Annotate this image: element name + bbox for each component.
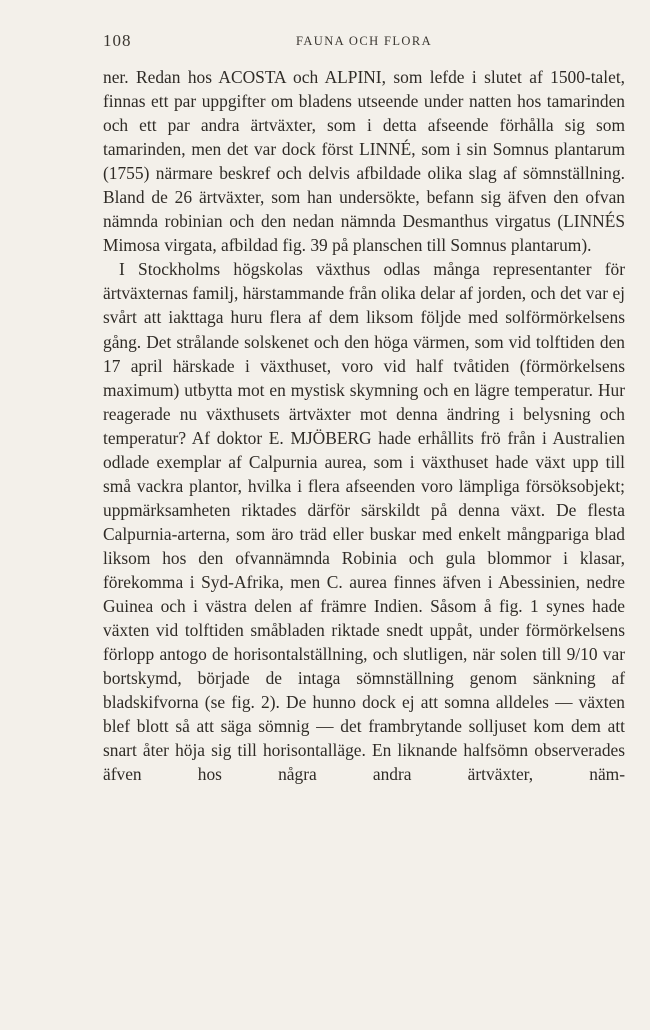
page-number: 108 bbox=[103, 31, 132, 50]
paragraph: I Stockholms högskolas växthus odlas många representanter för ärtväxternas familj, härstammande från olika delar af jorden, och det var ej svårt att iakttaga huru flera af dem liksom följde med solförmörkelsens gång. Det strålande solskenet och den höga värmen, som vid tolftiden den 17 april härskade i växthuset, voro vid half tvåtiden (förmörkelsens maximum) utbytta mot en mystisk skymning och en lägre temperatur. Hur reagerade nu växthusets ärtväxter mot denna ändring i belysning och temperatur? Af doktor E. MJÖBERG hade erhållits frö från i Australien odlade exemplar af Calpurnia aurea, som i växthuset hade växt upp till små vackra plantor, hvilka i flera afseenden voro lämpliga försöksobjekt; uppmärksamheten riktades därför särskildt på denna växt. De flesta Calpurnia-arterna, som äro träd eller buskar med enkelt mångpariga blad liksom hos den ofvannämnda Robinia och gula blommor i klasar, förekomma i Syd-Afrika, men C. aurea finnes äfven i Abessinien, nedre Guinea och i västra delen af främre Indien. Såsom å fig. 1 synes hade växten vid tolftiden småbladen riktade snedt uppåt, under förmörkelsens förlopp antogo de horisontalställning, och slutligen, när solen till 9/10 var bortskymd, började de intaga sömnställning genom sänkning af bladskifvorna (se fig. 2). De hunno dock ej att somna alldeles — växten blef blott så att säga sömnig — det frambrytande solljuset kom dem att snart åter höja sig till horisontalläge. En liknande halfsömn observerades äfven hos några andra ärtväxter, näm- bbox=[103, 259, 625, 785]
body-text bbox=[103, 65, 625, 786]
running-head-title: FAUNA OCH FLORA bbox=[295, 34, 433, 48]
paragraph: ner. Redan hos ACOSTA och ALPINI, som lefde i slutet af 1500-talet, finnas ett par uppgifter om bladens utseende under natten hos tamarinden och ett par andra ärtväxter, som i detta afseende förhålla sig som tamarinden, men det var dock först LINNÉ, som i sin Somnus plantarum (1755) närmare beskref och delvis afbildade olika slag af sömnställning. Bland de 26 ärtväxter, som han undersökte, befann sig äfven den ofvan nämnda robinian och den nedan nämnda Desmanthus virgatus (LINNÉS Mimosa virgata, afbildad fig. 39 på planschen till Somnus plantarum). bbox=[103, 67, 625, 256]
running-head bbox=[103, 31, 625, 53]
